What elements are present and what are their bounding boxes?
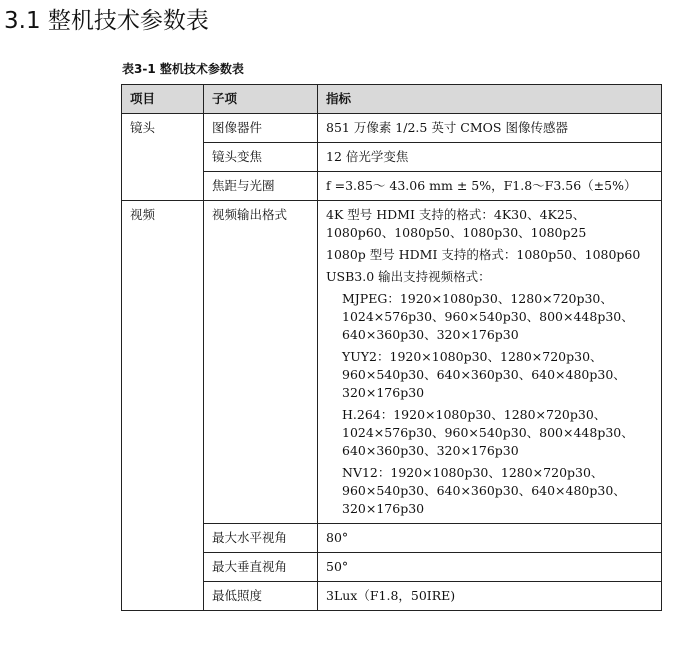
value-cell: 851 万像素 1/2.5 英寸 CMOS 图像传感器	[318, 114, 662, 143]
table-caption: 表3-1 整机技术参数表	[122, 62, 244, 76]
header-spec: 指标	[318, 85, 662, 114]
value-cell: 3Lux（F1.8，50IRE)	[318, 582, 662, 611]
category-lens: 镜头	[122, 114, 204, 201]
value-cell: f =3.85～ 43.06 mm ± 5%，F1.8～F3.56（±5%）	[318, 172, 662, 201]
codec-list	[326, 290, 653, 518]
codec-yuy2: YUY2：1920×1080p30、1280×720p30、960×540p30、640×360p30、640×480p30、320×176p30	[342, 349, 626, 400]
table-row	[122, 114, 662, 143]
subitem-cell: 焦距与光圈	[204, 172, 318, 201]
value-cell: 50°	[318, 553, 662, 582]
section-heading: 3.1 整机技术参数表	[4, 8, 209, 34]
header-item: 项目	[122, 85, 204, 114]
codec-mjpeg: MJPEG：1920×1080p30、1280×720p30、1024×576p30、960×540p30、800×448p30、640×360p30、320×176p30	[342, 291, 634, 342]
category-video: 视频	[122, 201, 204, 611]
subitem-cell: 最大垂直视角	[204, 553, 318, 582]
value-cell-output-format	[318, 201, 662, 524]
usb-formats-label: USB3.0 输出支持视频格式：	[326, 269, 491, 284]
hdmi-4k-formats: 4K 型号 HDMI 支持的格式：4K30、4K25、1080p60、1080p50、1080p30、1080p25	[326, 207, 587, 240]
spec-table	[121, 84, 662, 611]
hdmi-1080p-formats: 1080p 型号 HDMI 支持的格式：1080p50、1080p60	[326, 247, 641, 262]
table-row	[122, 201, 662, 524]
subitem-cell: 最低照度	[204, 582, 318, 611]
subitem-cell: 视频输出格式	[204, 201, 318, 524]
subitem-cell: 镜头变焦	[204, 143, 318, 172]
value-cell: 80°	[318, 524, 662, 553]
value-cell: 12 倍光学变焦	[318, 143, 662, 172]
table-header-row	[122, 85, 662, 114]
codec-nv12: NV12：1920×1080p30、1280×720p30、960×540p30、640×360p30、640×480p30、320×176p30	[342, 465, 626, 516]
header-subitem: 子项	[204, 85, 318, 114]
codec-h264: H.264：1920×1080p30、1280×720p30、1024×576p30、960×540p30、800×448p30、640×360p30、320×176p30	[342, 407, 634, 458]
subitem-cell: 图像器件	[204, 114, 318, 143]
subitem-cell: 最大水平视角	[204, 524, 318, 553]
